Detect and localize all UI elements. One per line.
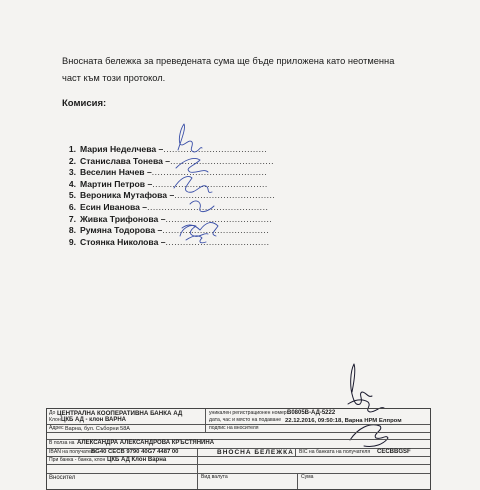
member-item [62,144,322,156]
member-item [62,237,322,249]
branch-value: ЦКБ АД - клон ВАРНА [61,417,126,423]
iban-value: BG40 CECB 9790 40G7 4487 00 [91,449,179,455]
member-number: 3. [68,167,76,178]
signature-line: ........................................ [151,167,268,178]
member-item [62,179,322,191]
signature-line: .................................... [165,236,270,247]
address-value: Варна, бул. Съборни 58А [65,425,130,432]
member-name: Живка Трифонова – [80,213,166,224]
member-item [62,225,322,237]
member-name: Веселин Начев – [80,167,152,178]
bank-name: ЦЕНТРАЛНА КООПЕРАТИВНА БАНКА АД [57,410,183,417]
date-label: дата, час и място на подаване [209,417,282,423]
intro-paragraph [62,53,472,87]
bic-label: BIC на банката на получателя [299,449,371,455]
member-item [62,167,322,179]
member-item [62,156,322,168]
member-number: 8. [68,225,76,236]
signature-line: .................................... [170,155,275,166]
recipient-bank-label: При банка - банка, клон [49,457,106,463]
payment-slip [46,408,431,490]
datetime: 22.12.2016, 09:50:18, Варна НРМ Елпром [285,417,402,424]
iban-label: IBAN на получателя [49,449,97,455]
member-name: Станислава Тонева – [80,155,171,166]
member-number: 2. [68,155,76,166]
currency-label: Вид валута [201,474,228,480]
signature-label: подпис на вносителя [209,425,259,431]
amount-label: Сума [301,474,314,480]
branch-label: Клон [49,417,61,423]
deposited-by-label: Вносител [49,475,76,481]
signature-line: ................................... [174,190,276,201]
sender-label: В полза на [49,440,75,446]
member-number: 6. [68,201,76,212]
reg-number: B0805B-АД-5222 [287,410,336,416]
slip-title: ВНОСНА БЕЛЕЖКА [217,448,294,456]
member-number: 4. [68,178,76,189]
member-number: 7. [68,213,76,224]
member-name: Стоянка Николова – [80,236,166,247]
member-item [62,214,322,226]
signature-line: ........................................ [152,178,268,189]
recipient-bank-value: ЦКБ АД Клон Варна [107,457,167,463]
commission-title: Комисия: [62,98,107,109]
member-item [62,202,322,214]
member-name: Мария Неделчева – [80,144,164,154]
signature-line: ..................................... [165,213,273,224]
member-name: Румяна Тодорова – [80,225,163,236]
member-item [62,190,322,202]
address-label: Адрес [49,425,64,431]
reg-number-label: уникален регистрационен номер: [209,410,289,416]
to-label: До [49,410,56,416]
member-name: Есин Иванова – [80,201,148,212]
member-number: 1. [68,144,76,154]
commission-members-list [62,144,322,248]
signature-line: ..................................... [162,225,270,236]
member-number: 5. [68,190,76,201]
bic-value: CECBBGSF [377,449,411,455]
signature-line: .......................................... [147,201,269,212]
member-name: Мартин Петров – [80,178,153,189]
signature-line: .................................... [163,144,268,154]
intro-line-2: част към този протокол. [62,73,166,83]
intro-line-1: Вносната бележка за преведената сума ще бъде приложена като неотменна [62,56,395,66]
sender-value: АЛЕКСАНДРА АЛЕКСАНДРОВА КРЪСТЯНИНА [77,440,215,446]
member-name: Вероника Мутафова – [80,190,175,201]
member-number: 9. [68,236,76,247]
